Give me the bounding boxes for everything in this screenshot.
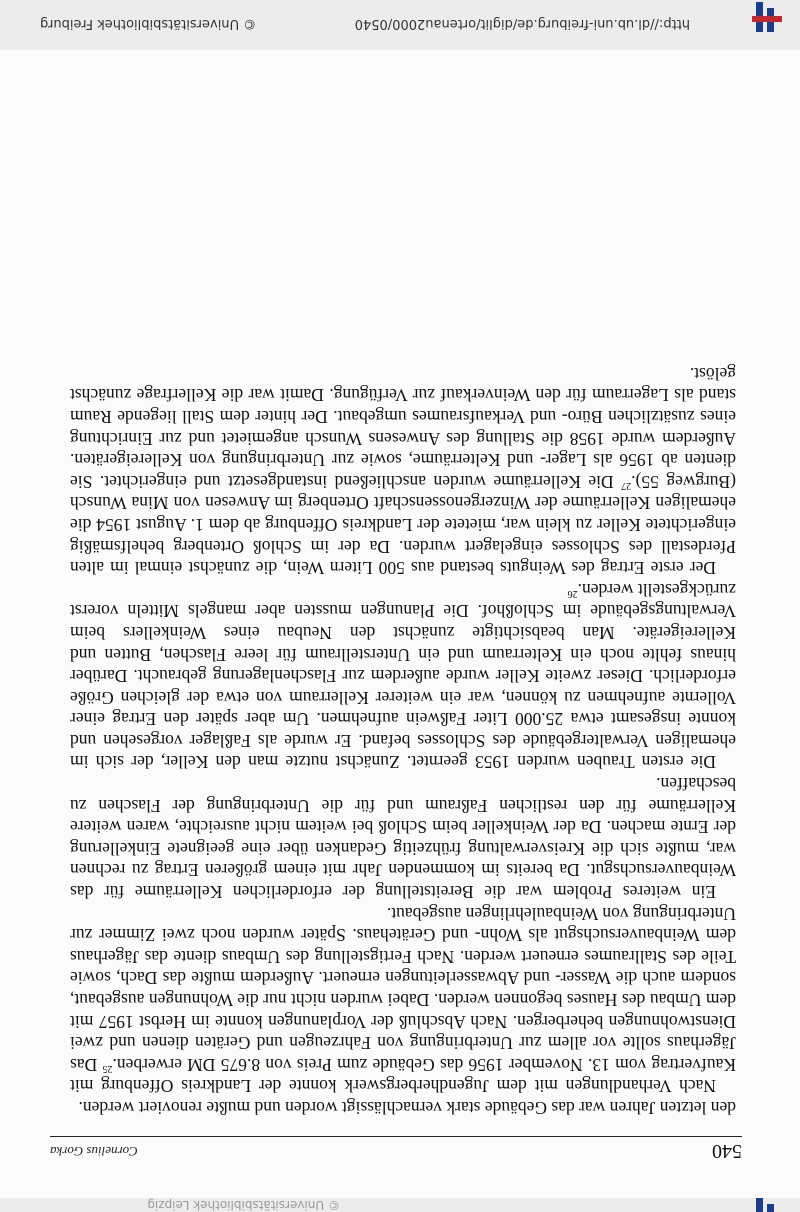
copyright-text: © Universitätsbibliothek Freiburg bbox=[40, 16, 257, 32]
author-name: Cornelius Gorka bbox=[50, 1144, 138, 1159]
page-content bbox=[0, 50, 800, 1198]
source-url[interactable]: http://dl.ub.uni-freiburg.de/diglit/ortenau2000/0540 bbox=[354, 16, 690, 32]
paragraph-5-text-a: Der erste Ertrag des Weinguts bestand aus 500 Litern Wein, die zunächst einmal im alten Pferdestall des Schlosses eingelagert wurden. Da der im Schloß Ortenberg behelfsmäßig eingerichtete Keller zu klein war, mietete der Landkreis Offenburg ab dem 1. August 1954 die ehemaligen Kellerräume der Winzergenossenschaft Ortenberg im Anwesen von Mina Wunsch (Burgweg 55). bbox=[70, 471, 736, 579]
paragraph-2-text-b: Das Jägerhaus sollte vor allem zur Unterbringung von Fahrzeugen und Geräten dienen und zwei Dienstwohnungen beherbergen. Nach Abschluß der Vorplanungen konnte im Herbst 1957 mit dem Umbau des Hauses begonnen werden. Dabei wurden nicht nur die Wohnungen ausgebaut, sondern auch die Wasser- und Abwasserleitungen erneuert. Außerdem mußte das Dach, sowie Teile des Stallraumes erneuert werden. Nach Fertigstellung des Umbaus diente das Jägerhaus dem Weinbauversuchsgut als Wohn- und Gerätehaus. Später wurden noch zwei Zimmer zur Unterbringung von Weinbaulehrlingen ausgebaut. bbox=[70, 903, 736, 1075]
paragraph-4 bbox=[70, 578, 736, 772]
scanned-page bbox=[0, 50, 800, 1198]
paragraph-5 bbox=[70, 362, 736, 578]
body-text bbox=[70, 362, 736, 1118]
page-number: 540 bbox=[712, 1140, 742, 1162]
paragraph-2 bbox=[70, 902, 736, 1096]
footnote-ref-27[interactable]: 27 bbox=[621, 479, 632, 491]
paragraph-5-text-b: Die Kellerräume wurden anschließend instandgesetzt und eingerichtet. Sie dienten ab 1956 als Lager- und Kelterräume, sowie zur Unterbringung von Kellereigeräten. Außerdem wurde 1958 die Stallung des Anwesens Wunsch angemietet und zur Einrichtung eines zusätzlichen Büro- und Verkaufsraumes umgebaut. Der hinter dem Stall liegende Raum stand als Lagerraum für den Weinverkauf zur Verfügung. Damit war die Kellerfrage zunächst gelöst. bbox=[70, 363, 736, 492]
paragraph-4-text: Die ersten Trauben wurden 1953 geerntet. Zunächst nutzte man den Keller, der sich im ehemaligen Verwaltergebäude des Schlosses befand. Er wurde als Faßlager vorgesehen und konnte insgesamt etwa 25.000 Liter Faßwein aufnehmen. Um aber später den Ertrag einer Vollernte aufnehmen zu können, war ein weiterer Kellerraum von etwa der gleichen Größe erforderlich. Dieser zweite Keller wurde außerdem zur Flaschenlagerung gebraucht. Darüber hinaus fehlte noch ein Kelterraum und ein Unterstellraum für leere Flaschen, Butten und Kellereigeräte. Man beabsichtigte zunächst den Neubau eines Weinkellers beim Verwaltungsgebäude im Schloßhof. Die Planungen mussten aber mangels Mitteln vorerst zurückgestellt werden. bbox=[70, 579, 736, 773]
bottom-copyright-text: © Universitätsbibliothek Leipzig bbox=[147, 1198, 340, 1212]
viewer-bottom-bar bbox=[0, 1198, 800, 1212]
paragraph-3: Ein weiteres Problem war die Bereitstellung der erforderlichen Kellerräume für das Weinbauversuchsgut. Da bereits im kommenden Jahr mit einem größeren Ertrag zu rechnen war, mußte sich die Kreisverwaltung frühzeitig Gedanken über eine geeignete Einkellerung der Ernte machen. Da der Weinkeller beim Schloß bei weitem nicht ausreichte, waren weitere Kellerräume für den restlichen Faßraum und für die Unterbringung der Flaschen zu beschaffen. bbox=[70, 774, 736, 903]
source-line bbox=[40, 4, 690, 44]
viewer-top-bar bbox=[0, 0, 800, 50]
running-header bbox=[50, 1136, 742, 1171]
footnote-ref-25[interactable]: 25 bbox=[102, 1062, 113, 1074]
footnote-ref-26[interactable]: 26 bbox=[567, 587, 578, 599]
library-logo-bottom-icon bbox=[752, 1198, 788, 1212]
paragraph-2-text-a: Nach Verhandlungen mit dem Jugendherbergswerk konnte der Landkreis Offenburg mit Kaufvertrag vom 13. November 1956 das Gebäude zum Preis von 8.675 DM erwerben. bbox=[70, 1054, 736, 1097]
library-logo-icon bbox=[752, 2, 788, 38]
paragraph-1: den letzten Jahren war das Gebäude stark vernachlässigt worden und mußte renoviert werden. bbox=[78, 1098, 736, 1118]
